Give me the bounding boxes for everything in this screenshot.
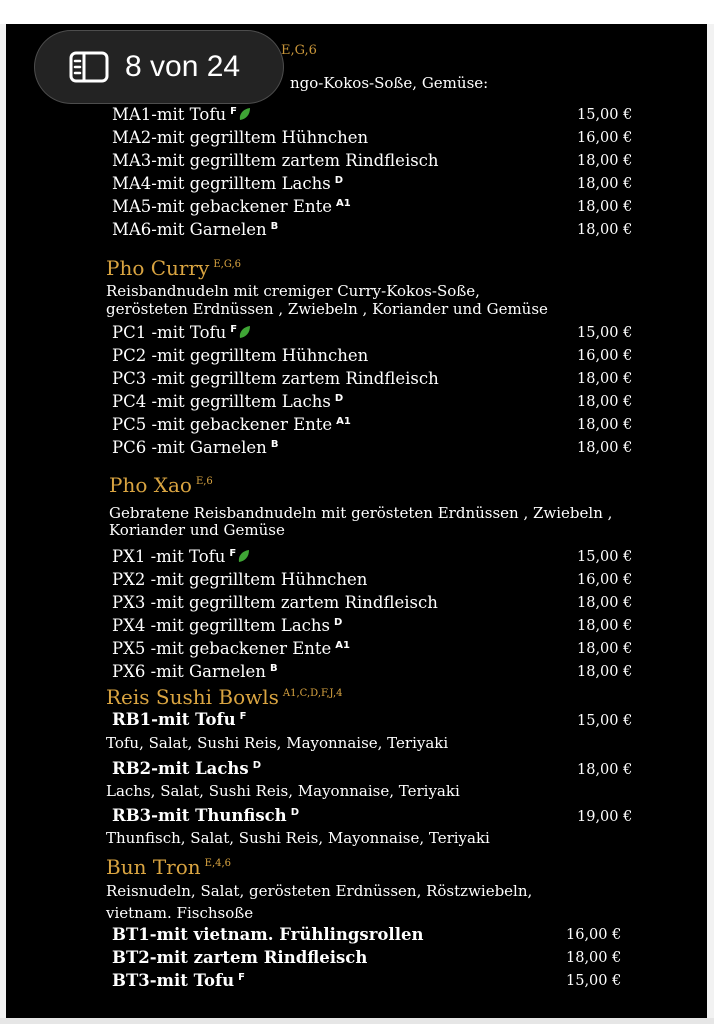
section-description: Reisnudeln, Salat, gerösteten Erdnüssen, Röstzwiebeln, bbox=[106, 882, 533, 900]
item-price: 15,00 € bbox=[577, 713, 633, 729]
menu-item: MA3-mit gegrilltem zartem Rindfleisch bbox=[112, 151, 439, 170]
menu-item: PX3 -mit gegrilltem zartem Rindfleisch bbox=[112, 593, 438, 612]
item-price: 18,00 € bbox=[577, 440, 633, 456]
item-price: 18,00 € bbox=[577, 199, 633, 215]
menu-item: PC1 -mit Tofu $^F$ bbox=[112, 323, 251, 342]
leaf-icon bbox=[238, 107, 251, 121]
item-description: Thunfisch, Salat, Sushi Reis, Mayonnaise, Teriyaki bbox=[106, 829, 490, 847]
item-price: 18,00 € bbox=[577, 371, 633, 387]
item-price: 19,00 € bbox=[577, 809, 633, 825]
pages-icon bbox=[69, 51, 109, 83]
section-description: Gebratene Reisbandnudeln mit gerösteten Erdnüssen , Zwiebeln , bbox=[109, 504, 613, 522]
section-description: gerösteten Erdnüssen , Zwiebeln , Koriander und Gemüse bbox=[106, 300, 548, 318]
menu-item: MA1-mit Tofu $^F$ bbox=[112, 105, 251, 124]
menu-item: RB1-mit Tofu $^F$ bbox=[112, 710, 247, 729]
menu-item: PC4 -mit gegrilltem Lachs $^D$ bbox=[112, 392, 344, 411]
menu-item: MA6-mit Garnelen $^B$ bbox=[112, 220, 279, 239]
menu-item: PC3 -mit gegrilltem zartem Rindfleisch bbox=[112, 369, 439, 388]
menu-item: RB3-mit Thunfisch $^D$ bbox=[112, 806, 299, 825]
section-description: vietnam. Fischsoße bbox=[106, 904, 254, 922]
menu-item: PX2 -mit gegrilltem Hühnchen bbox=[112, 570, 368, 589]
menu-item: PC5 -mit gebackener Ente $^{A1}$ bbox=[112, 415, 351, 434]
menu-item: PX5 -mit gebackener Ente $^{A1}$ bbox=[112, 639, 350, 658]
menu-item: MA2-mit gegrilltem Hühnchen bbox=[112, 128, 369, 147]
item-price: 18,00 € bbox=[577, 595, 633, 611]
item-price: 18,00 € bbox=[577, 222, 633, 238]
item-price: 15,00 € bbox=[577, 549, 633, 565]
section-description: Koriander und Gemüse bbox=[109, 521, 285, 539]
section-title: Reis Sushi Bowls $^{A1,C,D,F,J,4}$ bbox=[106, 685, 343, 709]
partial-title-superscript: E,G,6 bbox=[281, 43, 317, 58]
leaf-icon bbox=[238, 325, 251, 339]
menu-item: RB2-mit Lachs $^D$ bbox=[112, 759, 262, 778]
page-indicator-button[interactable] bbox=[34, 30, 284, 104]
menu-item: BT3-mit Tofu $^F$ bbox=[112, 971, 245, 990]
item-description: Tofu, Salat, Sushi Reis, Mayonnaise, Teriyaki bbox=[106, 734, 449, 752]
item-price: 18,00 € bbox=[566, 950, 622, 966]
viewer-top-bar bbox=[0, 0, 714, 24]
page-indicator-text: 8 von 24 bbox=[125, 50, 241, 83]
menu-item: BT1-mit vietnam. Frühlingsrollen bbox=[112, 925, 424, 944]
partial-section-description: ngo-Kokos-Soße, Gemüse: bbox=[290, 74, 489, 92]
menu-item: PX4 -mit gegrilltem Lachs $^D$ bbox=[112, 616, 343, 635]
menu-item: PC6 -mit Garnelen $^B$ bbox=[112, 438, 279, 457]
item-price: 15,00 € bbox=[577, 325, 633, 341]
item-price: 18,00 € bbox=[577, 417, 633, 433]
item-description: Lachs, Salat, Sushi Reis, Mayonnaise, Teriyaki bbox=[106, 782, 460, 800]
item-price: 18,00 € bbox=[577, 641, 633, 657]
menu-item: BT2-mit zartem Rindfleisch bbox=[112, 948, 368, 967]
menu-item: MA4-mit gegrilltem Lachs $^D$ bbox=[112, 174, 344, 193]
item-price: 15,00 € bbox=[566, 973, 622, 989]
item-price: 18,00 € bbox=[577, 394, 633, 410]
section-description: Reisbandnudeln mit cremiger Curry-Kokos-Soße, bbox=[106, 282, 480, 300]
item-price: 18,00 € bbox=[577, 618, 633, 634]
item-price: 16,00 € bbox=[577, 130, 633, 146]
menu-item: PC2 -mit gegrilltem Hühnchen bbox=[112, 346, 369, 365]
item-price: 18,00 € bbox=[577, 762, 633, 778]
item-price: 16,00 € bbox=[566, 927, 622, 943]
menu-item: PX1 -mit Tofu $^F$ bbox=[112, 547, 250, 566]
viewer-bottom-bar bbox=[0, 1018, 714, 1024]
item-price: 15,00 € bbox=[577, 107, 633, 123]
item-price: 18,00 € bbox=[577, 664, 633, 680]
item-price: 18,00 € bbox=[577, 176, 633, 192]
section-title: Pho Curry $^{E,G,6}$ bbox=[106, 256, 241, 280]
item-price: 16,00 € bbox=[577, 348, 633, 364]
item-price: 18,00 € bbox=[577, 153, 633, 169]
section-title: Pho Xao $^{E,6}$ bbox=[109, 473, 213, 497]
leaf-icon bbox=[237, 549, 250, 563]
section-title: Bun Tron $^{E,4,6}$ bbox=[106, 855, 232, 879]
menu-item: MA5-mit gebackener Ente $^{A1}$ bbox=[112, 197, 351, 216]
item-price: 16,00 € bbox=[577, 572, 633, 588]
menu-page bbox=[6, 24, 707, 1018]
menu-item: PX6 -mit Garnelen $^B$ bbox=[112, 662, 278, 681]
